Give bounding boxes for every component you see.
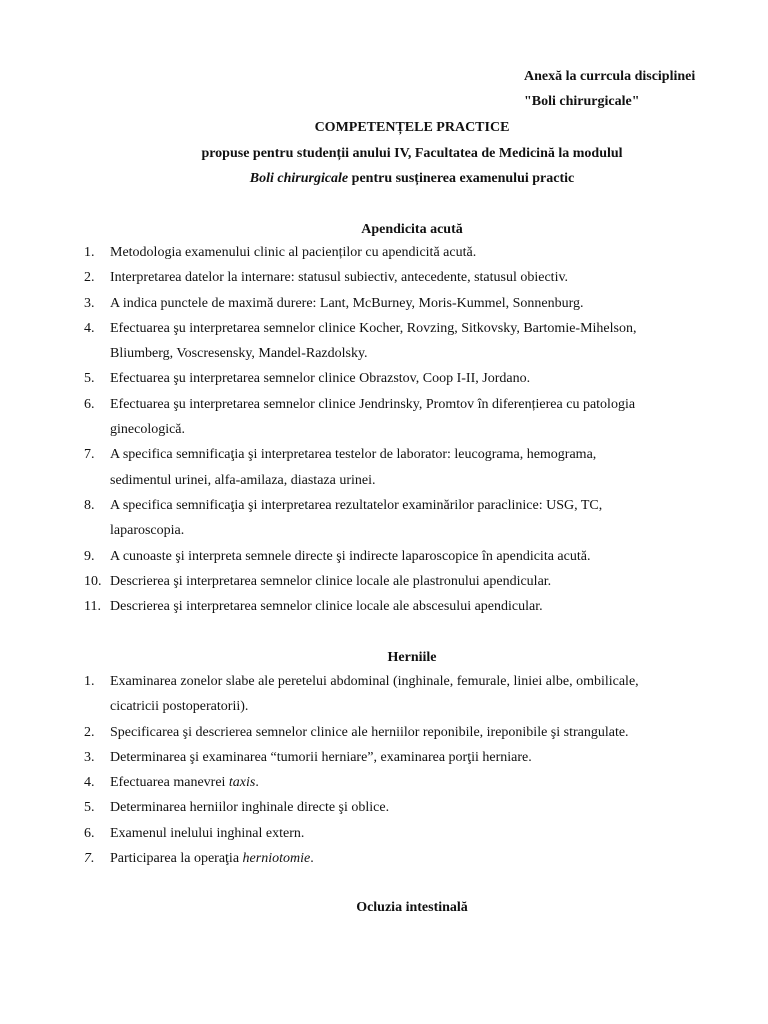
list-item	[0, 392, 710, 443]
item-number: 7.	[84, 851, 95, 867]
item-text: Specificarea şi descrierea semnelor clinice ale herniilor reponibile, ireponibile şi strangulate.	[110, 724, 629, 740]
item-number: 2.	[84, 724, 95, 740]
item-text: Metodologia examenului clinic al pacienților cu apendicită acută.	[110, 245, 477, 260]
item-text: A indica punctele de maximă durere: Lant, McBurney, Moris-Kummel, Sonnenburg.	[110, 295, 584, 311]
item-number: 1.	[84, 674, 95, 689]
item-text: Determinarea şi examinarea “tumorii herniare”, examinarea porţii herniare.	[110, 749, 532, 765]
item-number: 5.	[84, 800, 95, 816]
list-item	[0, 745, 710, 770]
section-title-herniile: Herniile	[387, 650, 437, 665]
item-number: 10.	[84, 573, 102, 589]
item-italic-term: herniotomie	[242, 851, 311, 867]
item-text: Examenul inelului inghinal extern.	[110, 825, 305, 841]
item-text: Descrierea şi interpretarea semnelor clinice locale ale abscesului apendicular.	[110, 599, 543, 615]
item-text: Determinarea herniilor inghinale directe şi oblice.	[110, 800, 390, 816]
list-item	[0, 569, 710, 594]
document-subtitle: propuse pentru studenții anului IV, Facultatea de Medicină la modulul	[201, 146, 623, 161]
annex-line-2: "Boli chirurgicale"	[524, 94, 640, 109]
item-continuation: sedimentul urinei, alfa-amilaza, diastaza urinei.	[110, 472, 376, 488]
item-number: 3.	[84, 295, 95, 311]
item-text: A specifica semnificaţia şi interpretarea rezultatelor examinărilor paraclinice: USG, TC,	[110, 497, 603, 513]
document-subtitle-2: Boli chirurgicale pentru susținerea examenului practic	[249, 171, 575, 186]
list-item	[0, 544, 710, 569]
list-item	[0, 265, 710, 290]
item-text: Descrierea şi interpretarea semnelor clinice locale ale plastronului apendicular.	[110, 573, 552, 589]
list-item	[0, 366, 710, 391]
list-apendicita	[0, 240, 768, 619]
item-number: 2.	[84, 270, 95, 286]
list-item	[0, 316, 710, 367]
list-item	[0, 720, 710, 745]
item-text: Efectuarea şu interpretarea semnelor clinice Obrazstov, Coop I-II, Jordano.	[110, 371, 531, 387]
section-title-apendicita: Apendicita acută	[361, 222, 463, 237]
item-number: 6.	[84, 396, 95, 412]
item-text: Interpretarea datelor la internare: statusul subiectiv, antecedente, statusul obiectiv.	[110, 270, 569, 286]
item-italic-term: taxis	[228, 775, 256, 791]
item-number: 5.	[84, 371, 95, 387]
item-continuation: ginecologică.	[110, 422, 186, 438]
list-item	[0, 669, 710, 720]
item-text: A specifica semnificaţia şi interpretarea testelor de laborator: leucograma, hemograma,	[110, 447, 597, 463]
list-item	[0, 795, 710, 820]
item-text: Efectuarea şu interpretarea semnelor clinice Kocher, Rovzing, Sitkovsky, Bartomie-Mihelson,	[110, 320, 637, 336]
document-title: COMPETENȚELE PRACTICE	[314, 120, 510, 135]
item-number: 3.	[84, 749, 95, 765]
item-number: 6.	[84, 825, 95, 841]
item-continuation: cicatricii postoperatorii).	[110, 699, 249, 715]
item-text: Participarea la operaţia	[110, 851, 243, 867]
list-herniile	[0, 669, 768, 871]
item-text-end: .	[255, 775, 259, 791]
item-number: 4.	[84, 775, 95, 791]
list-item	[0, 594, 710, 619]
list-item	[0, 846, 710, 871]
annex-line-1: Anexă la currcula disciplinei	[524, 69, 696, 84]
section-title-ocluzia: Ocluzia intestinală	[356, 900, 468, 915]
item-text: Examinarea zonelor slabe ale peretelui abdominal (inghinale, femurale, liniei albe, ombilicale,	[110, 674, 639, 689]
list-item	[0, 291, 710, 316]
item-number: 8.	[84, 497, 95, 513]
item-text: A cunoaste şi interpreta semnele directe şi indirecte laparoscopice în apendicita acută.	[110, 548, 591, 564]
list-item	[0, 493, 710, 544]
item-number: 7.	[84, 447, 95, 463]
item-continuation: laparoscopia.	[110, 523, 185, 539]
item-text: Efectuarea şu interpretarea semnelor clinice Jendrinsky, Promtov în diferențierea cu patologia	[110, 396, 636, 412]
item-text: Efectuarea manevrei	[110, 775, 229, 791]
item-text-end: .	[310, 851, 314, 867]
item-number: 4.	[84, 320, 95, 336]
item-number: 1.	[84, 245, 95, 260]
item-number: 9.	[84, 548, 95, 564]
module-name: Boli chirurgicale	[249, 171, 349, 186]
list-item	[0, 442, 710, 493]
item-number: 11.	[84, 599, 101, 615]
list-item	[0, 821, 710, 846]
list-item	[0, 240, 710, 265]
item-continuation: Bliumberg, Voscresensky, Mandel-Razdolsky.	[110, 346, 368, 362]
list-item	[0, 770, 710, 795]
